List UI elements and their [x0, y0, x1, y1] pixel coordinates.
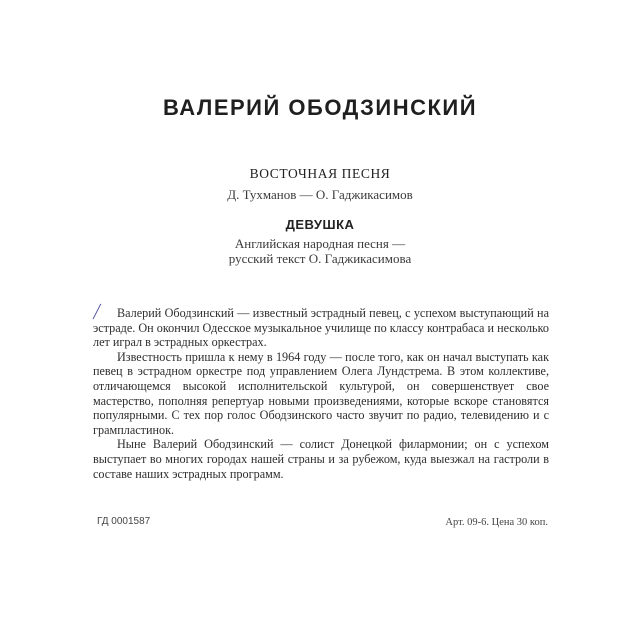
page-title: ВАЛЕРИЙ ОБОДЗИНСКИЙ: [162, 95, 478, 120]
song-title: ВОСТОЧНАЯ ПЕСНЯ: [249, 166, 391, 181]
bio-paragraph: Ныне Валерий Ободзинский — солист Донецкой филармонии; он с успехом выступает во многих городах нашей страны и за рубежом, куда выезжал на гастроли в составе наших эстрадных программ.: [93, 437, 549, 481]
song-authors-line: Английская народная песня —: [234, 236, 406, 251]
biography-text: [93, 306, 549, 481]
bio-paragraph: Известность пришла к нему в 1964 году — после того, как он начал выступать как певец в эстрадном оркестре под управлением Олега Лундстрема. В этом коллективе, отличающемся высокой исполнительской культурой, он совершенствует свое мастерство, пополняя репертуар новыми произведениями, которые вскоре становятся популярными. С тех пор голос Ободзинского часто звучит по радио, телевидению и с грампластинок.: [93, 349, 549, 437]
song-block-1: [0, 166, 640, 203]
song-title: ДЕВУШКА: [285, 217, 355, 232]
song-authors-line: русский текст О. Гаджикасимова: [228, 251, 412, 266]
song-authors: Д. Тухманов — О. Гаджикасимов: [227, 187, 413, 202]
song-block-2: [0, 217, 640, 266]
catalog-code: ГД 0001587: [97, 516, 151, 527]
bio-paragraph: Валерий Ободзинский — известный эстрадный певец, с успехом выступающий на эстраде. Он окончил Одесское музыкальное училище по классу контрабаса и несколько лет играл в эстрадных оркестрах.: [93, 306, 549, 350]
price-label: Арт. 09-6. Цена 30 коп.: [445, 517, 548, 528]
pen-mark-icon: ╱: [93, 305, 101, 320]
